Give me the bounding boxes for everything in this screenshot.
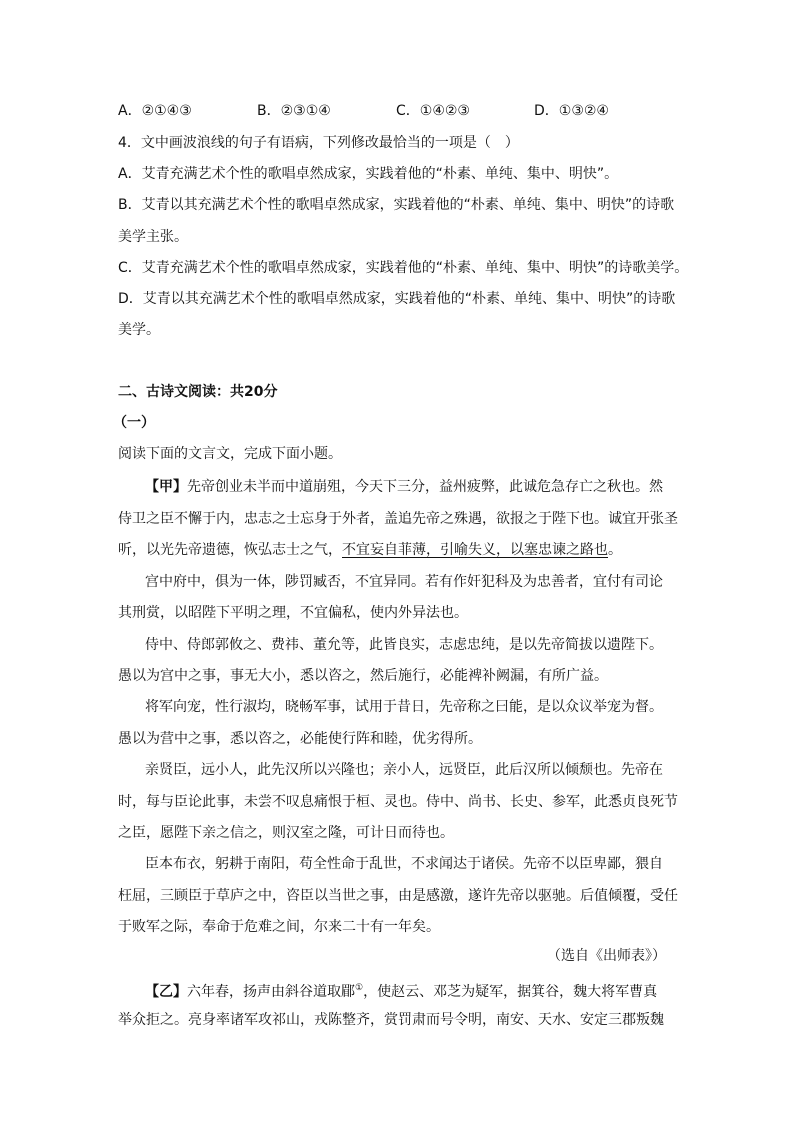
q4-option-d-line2: 美学。 — [118, 322, 160, 338]
jia-paragraph-2-line-1: 宫中府中，俱为一体，陟罚臧否，不宜异同。若有作奸犯科及为忠善者，宜付有司论 — [145, 574, 663, 590]
section-subtitle: （一） — [113, 415, 155, 431]
yi-line-2: 举众拒之。亮身率诸军攻祁山，戎陈整齐，赏罚肃而号令明，南安、天水、安定三郡叛魏 — [118, 1012, 664, 1028]
yi-text: 六年春，扬声由斜谷道取郿 — [187, 984, 355, 1000]
jia-paragraph-6-line-3: 于败军之际，奉命于危难之间，尔来二十有一年矣。 — [118, 919, 440, 935]
yi-marker: 【乙】 — [145, 984, 187, 1000]
yi-text: ，使赵云、邓芝为疑军，据箕谷，魏大将军曹真 — [363, 984, 658, 1000]
jia-marker: 【甲】 — [145, 479, 187, 495]
q4-stem: 4．文中画波浪线的句子有语病，下列修改最恰当的一项是（ ） — [118, 135, 519, 151]
jia-text: 。 — [608, 542, 622, 558]
q3-option-d: D．①③②④ — [534, 103, 609, 119]
jia-paragraph-5-line-1: 亲贤臣，远小人，此先汉所以兴隆也；亲小人，远贤臣，此后汉所以倾颓也。先帝在 — [145, 762, 663, 778]
jia-paragraph-5-line-3: 之臣，愿陛下亲之信之，则汉室之隆，可计日而待也。 — [118, 825, 454, 841]
q4-option-b-line1: B．艾青以其充满艺术个性的歌唱卓然成家，实践着他的“朴素、单纯、集中、明快”的诗歌 — [118, 197, 675, 213]
footnote-marker: ① — [355, 983, 364, 993]
jia-paragraph-3-line-2: 愚以为宫中之事，事无大小，悉以咨之，然后施行，必能裨补阙漏，有所广益。 — [118, 668, 608, 684]
jia-paragraph-6-line-2: 枉屈，三顾臣于草庐之中，咨臣以当世之事，由是感激，遂许先帝以驱驰。后值倾覆，受任 — [118, 888, 678, 904]
jia-text: 听，以光先帝遗德，恢弘志士之气， — [118, 542, 342, 558]
jia-paragraph-2-line-2: 其刑赏，以昭陛下平明之理，不宜偏私，使内外异法也。 — [118, 605, 468, 621]
jia-source: （选自《出师表》） — [547, 948, 666, 964]
q4-option-b-line2: 美学主张。 — [118, 229, 188, 245]
q3-option-b: B．②③①④ — [257, 103, 331, 119]
q4-option-a: A．艾青充满艺术个性的歌唱卓然成家，实践着他的“朴素、单纯、集中、明快”。 — [118, 166, 619, 182]
q4-option-d-line1: D．艾青以其充满艺术个性的歌唱卓然成家，实践着他的“朴素、单纯、集中、明快”的诗歌 — [118, 291, 676, 307]
jia-text: 先帝创业未半而中道崩殂，今天下三分，益州疲弊，此诚危急存亡之秋也。然 — [187, 479, 663, 495]
jia-paragraph-3-line-1: 侍中、侍郎郭攸之、费祎、董允等，此皆良实，志虑忠纯，是以先帝简拔以遗陛下。 — [145, 637, 663, 653]
jia-paragraph-6-line-1: 臣本布衣，躬耕于南阳，苟全性命于乱世，不求闻达于诸侯。先帝不以臣卑鄙，猥自 — [145, 856, 663, 872]
jia-paragraph-1-line-1 — [145, 477, 663, 497]
q4-option-c: C．艾青充满艺术个性的歌唱卓然成家，实践着他的“朴素、单纯、集中、明快”的诗歌美学。 — [118, 260, 689, 276]
yi-line-1 — [145, 978, 657, 1002]
jia-paragraph-4-line-1: 将军向宠，性行淑均，晓畅军事，试用于昔日，先帝称之曰能，是以众议举宠为督。 — [145, 699, 663, 715]
jia-paragraph-4-line-2: 愚以为营中之事，悉以咨之，必能使行阵和睦，优劣得所。 — [118, 731, 482, 747]
q3-option-c: C．①④②③ — [396, 103, 470, 119]
reading-instruction: 阅读下面的文言文，完成下面小题。 — [118, 446, 342, 462]
jia-paragraph-1-line-2: 侍卫之臣不懈于内，忠志之士忘身于外者，盖追先帝之殊遇，欲报之于陛下也。诚宜开张圣 — [118, 511, 678, 527]
jia-paragraph-5-line-2: 时，每与臣论此事，未尝不叹息痛恨于桓、灵也。侍中、尚书、长史、参军，此悉贞良死节 — [118, 794, 678, 810]
underlined-sentence: 不宜妄自菲薄，引喻失义，以塞忠谏之路也 — [342, 542, 608, 558]
q3-option-a: A．②①④③ — [118, 103, 192, 119]
jia-paragraph-1-line-3 — [118, 540, 622, 560]
section-title: 二、古诗文阅读：共20分 — [118, 384, 278, 400]
